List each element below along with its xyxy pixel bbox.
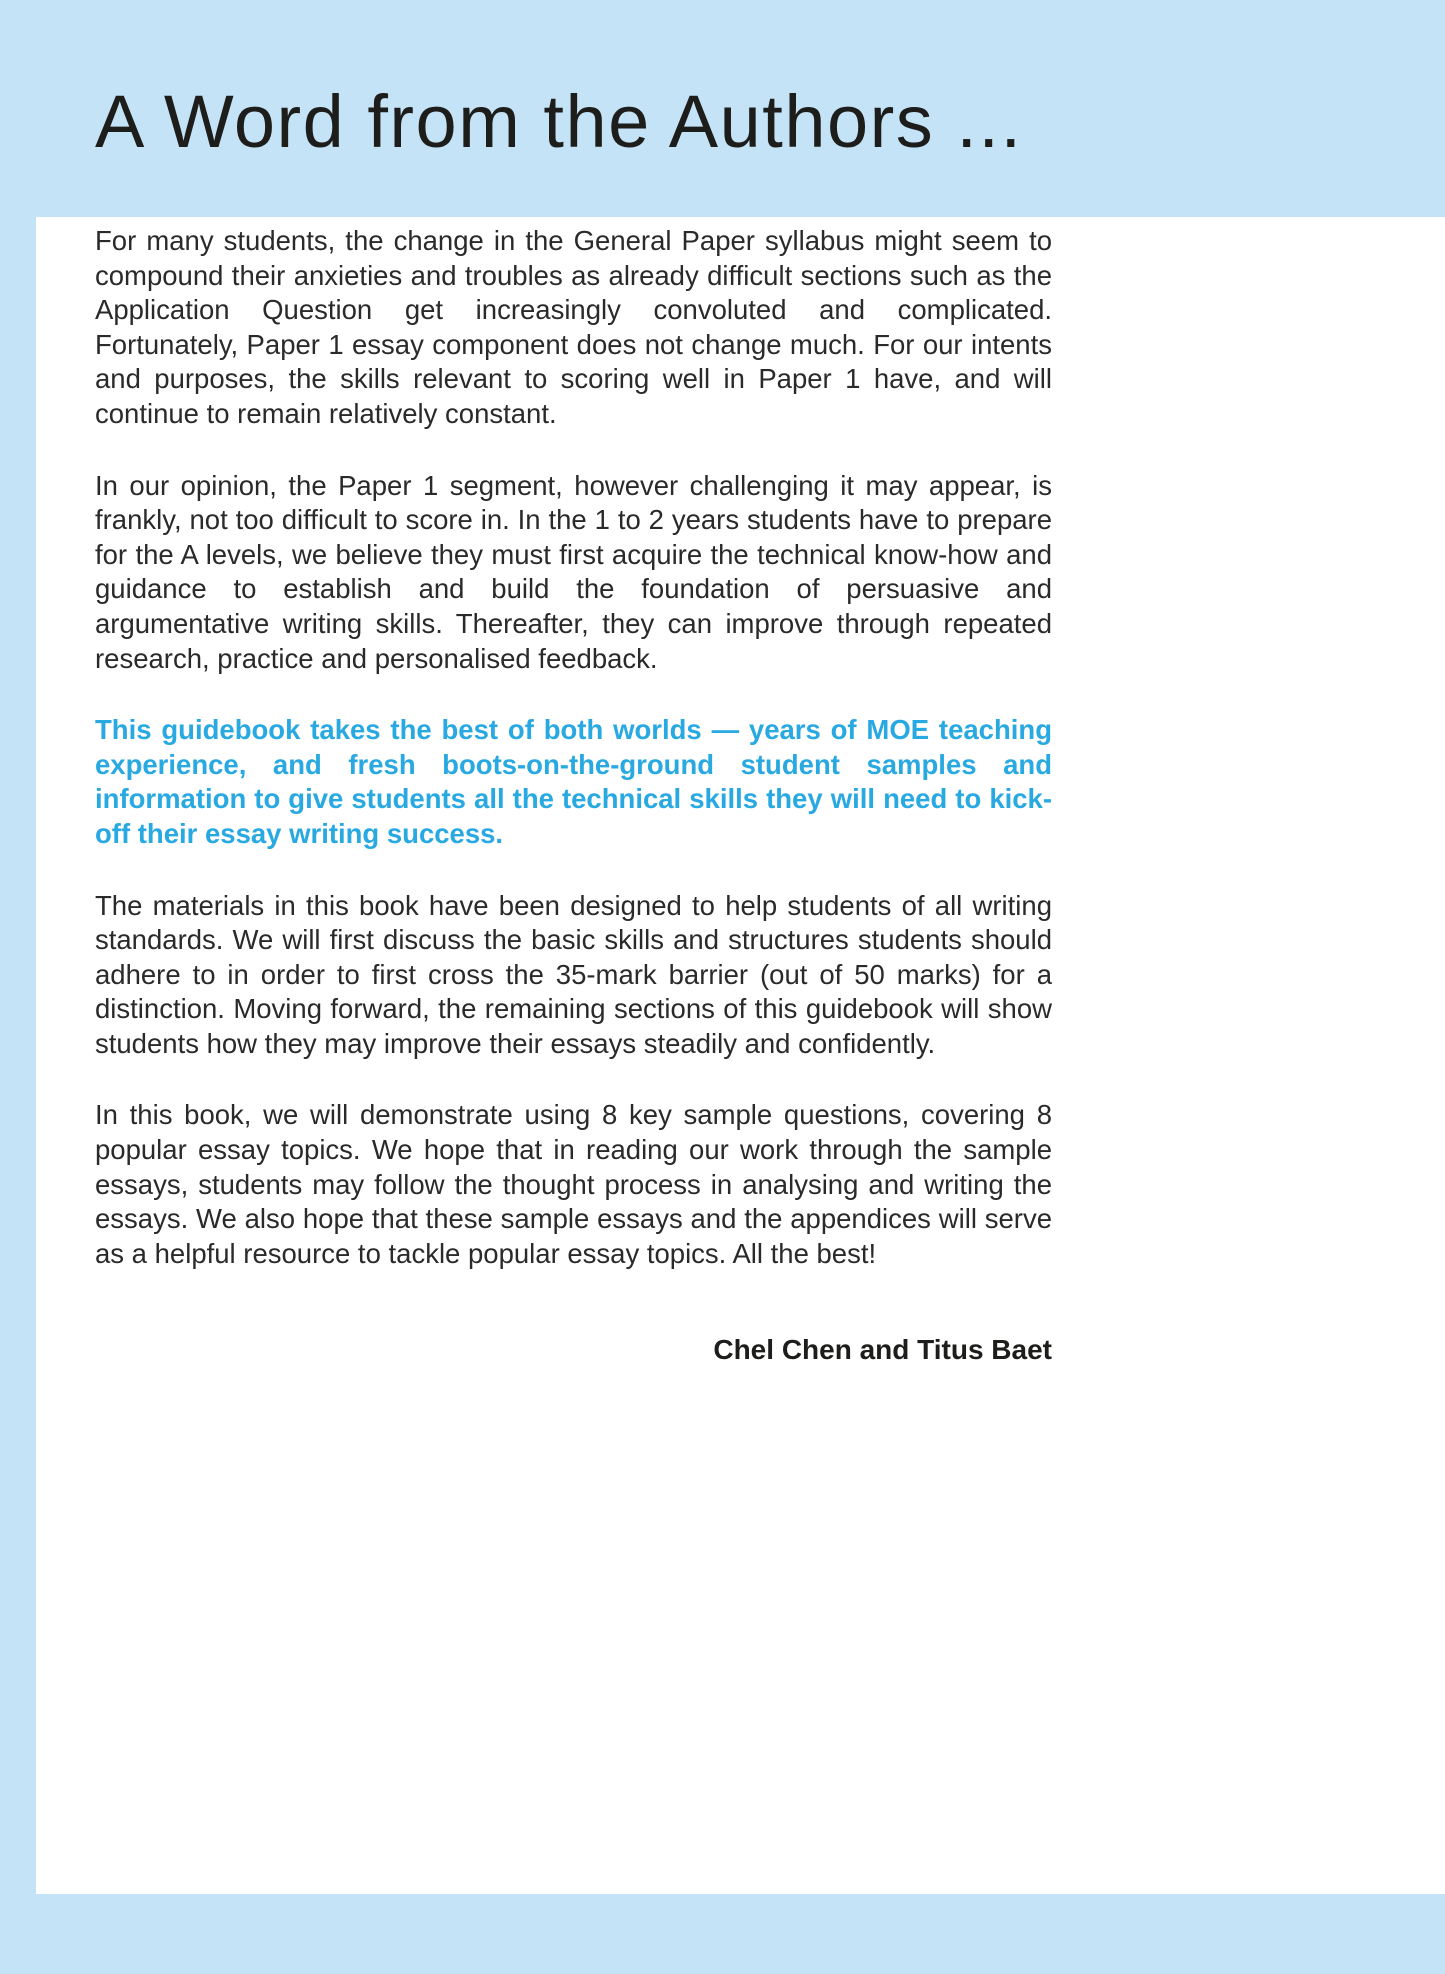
title-band — [0, 0, 1445, 217]
body-text — [95, 224, 1052, 1368]
left-margin-band — [0, 0, 36, 1974]
bottom-margin-band — [36, 1894, 1445, 1974]
paragraph-5: In this book, we will demonstrate using 8 key sample questions, covering 8 popular essay topics. We hope that in reading our work through the sample essays, students may follow the thought process in analysing and writing the essays. We also hope that these sample essays and the appendices will serve as a helpful resource to tackle popular essay topics. All the best! — [95, 1099, 1052, 1269]
paragraph-2: In our opinion, the Paper 1 segment, however challenging it may appear, is frankly, not too difficult to score in. In the 1 to 2 years students have to prepare for the A levels, we believe they must first acquire the technical know-how and guidance to establish and build the foundation of persuasive and argumentative writing skills. Thereafter, they can improve through repeated research, practice and personalised feedback. — [95, 469, 1052, 674]
page-title: A Word from the Authors ... — [95, 80, 1023, 163]
paragraph-1: For many students, the change in the General Paper syllabus might seem to compound their anxieties and troubles as already difficult sections such as the Application Question get increasingly convoluted and complicated. Fortunately, Paper 1 essay component does not change much. For our intents and purposes, the skills relevant to scoring well in Paper 1 have, and will continue to remain relatively constant. — [95, 225, 1052, 429]
paragraph-4: The materials in this book have been designed to help students of all writing standards. We will first discuss the basic skills and structures students should adhere to in order to first cross the 35-mark barrier (out of 50 marks) for a distinction. Moving forward, the remaining sections of this guidebook will show students how they may improve their essays steadily and confidently. — [95, 889, 1052, 1059]
authors-signature: Chel Chen and Titus Baet — [713, 1334, 1052, 1366]
paragraph-3-highlight: This guidebook takes the best of both worlds — years of MOE teaching experience, and fresh boots-on-the-ground student samples and information to give students all the technical skills they will need to kick-off their essay writing success. — [95, 714, 1052, 849]
